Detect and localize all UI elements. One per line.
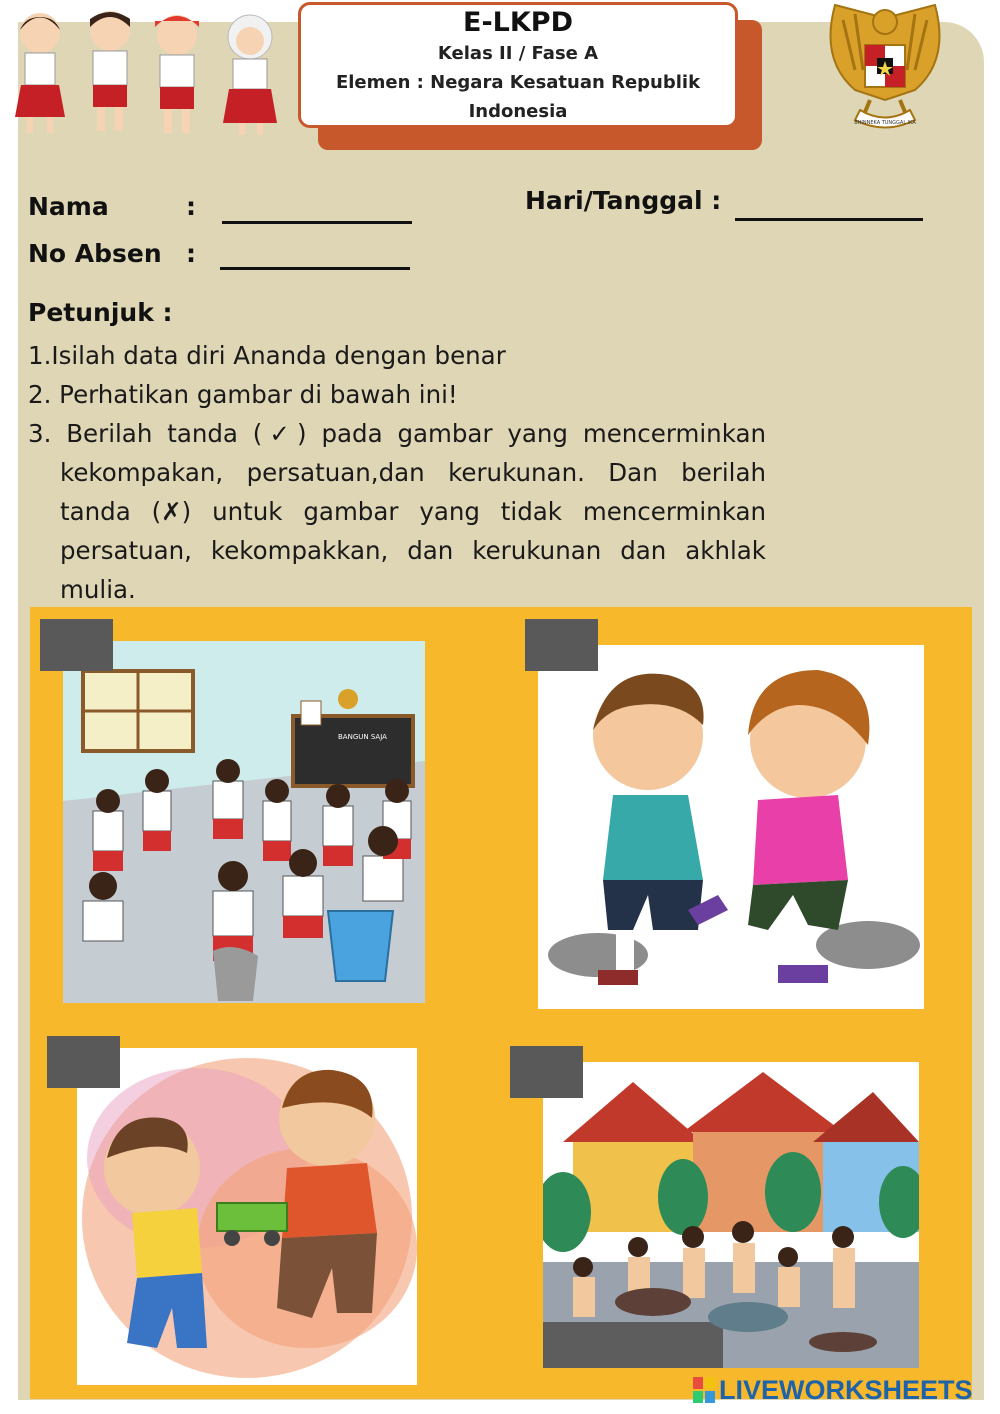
absen-input-line[interactable] [220,267,410,270]
answer-box-2[interactable] [525,619,598,671]
instruction-item: 2. Perhatikan gambar di bawah ini! [28,380,458,409]
student-girl-2 [223,15,277,135]
picture-toy-fight [77,1048,417,1385]
student-girl-1 [15,13,65,133]
picture-classroom-cleaning [63,641,425,1003]
liveworksheets-brand: LIVEWORKSHEETS [719,1374,973,1405]
picture-community-cleanup [543,1062,919,1368]
instructions-heading: Petunjuk : [28,298,173,327]
liveworksheets-watermark [693,1373,973,1407]
tanggal-input-line[interactable] [735,218,923,221]
class-phase: Kelas II / Fase A [437,43,599,64]
instruction-item: 3. Berilah tanda (✓) pada gambar yang mencerminkan kekompakan, persatuan,dan kerukunan. Dan berilah tanda (✗) untuk gambar yang tidak mencerminkan persatuan, kekompakkan, dan kerukunan dan akhlak mulia. [28,419,766,604]
title-box [298,2,738,128]
tanggal-label: Hari/Tanggal : [525,186,722,215]
student-boy-1 [90,11,130,131]
answer-box-3[interactable] [47,1036,120,1088]
element-line-1: Elemen : Negara Kesatuan Republik [335,72,701,93]
emblem-motto: BHINNEKA TUNGGAL IKA [854,120,916,126]
students-illustration [5,5,290,140]
blackboard-text: BANGUN SAJA [338,733,387,741]
liveworksheets-logo-icon [693,1377,715,1403]
garuda-pancasila-emblem [815,0,955,148]
instruction-item: 1.Isilah data diri Ananda dengan benar [28,341,506,370]
answer-box-4[interactable] [510,1046,583,1098]
absen-label: No Absen [28,239,162,268]
instructions-list [28,336,766,609]
element-line-2: Indonesia [468,101,568,122]
nama-colon: : [186,192,196,221]
nama-label: Nama [28,192,109,221]
student-boy-2 [155,15,199,133]
picture-boys-fighting [538,645,924,1009]
absen-colon: : [186,239,196,268]
nama-input-line[interactable] [222,221,412,224]
answer-box-1[interactable] [40,619,113,671]
worksheet-title: E-LKPD [463,7,573,38]
